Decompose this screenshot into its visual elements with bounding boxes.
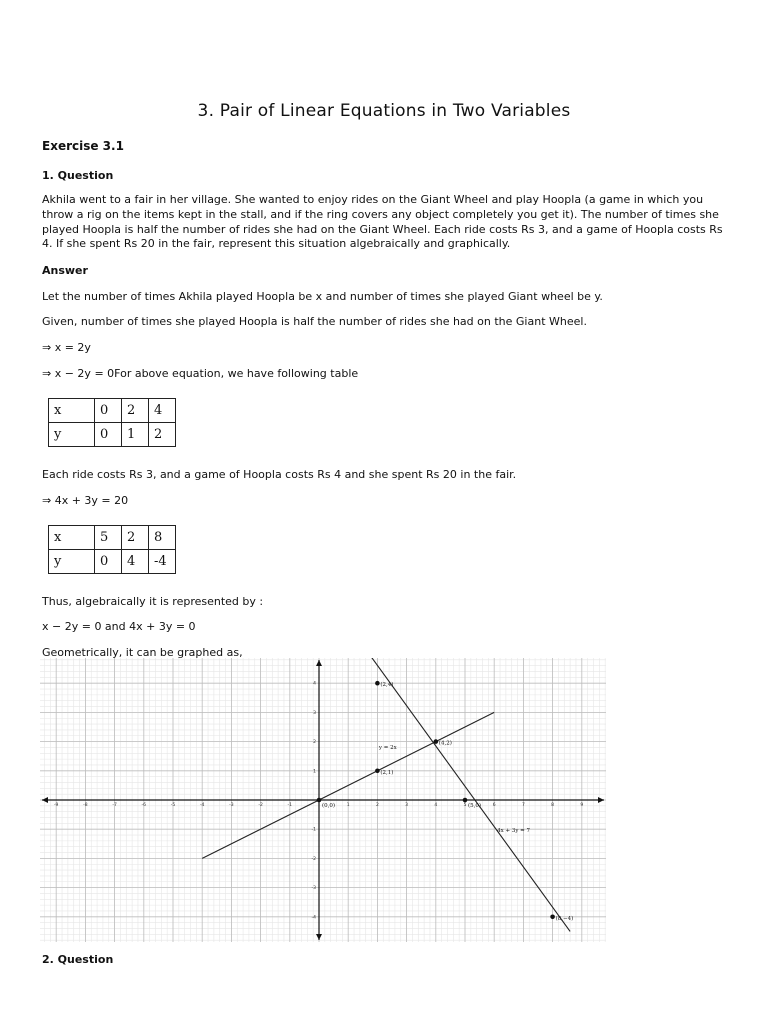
question-1-heading: 1. Question <box>42 169 114 182</box>
table-cell: 4 <box>149 399 176 423</box>
x-tick-label: -8 <box>83 803 88 808</box>
table-cell: 0 <box>95 399 122 423</box>
table-cell: 5 <box>95 526 122 550</box>
answer-line-3: ⇒ x = 2y <box>42 341 91 354</box>
answer-line-6: ⇒ 4x + 3y = 20 <box>42 494 129 507</box>
x-tick-label: 1 <box>346 803 350 808</box>
x-tick-label: -6 <box>141 803 147 808</box>
table-cell: 1 <box>122 423 149 447</box>
y-axis-arrow-down-icon <box>316 934 322 940</box>
x-tick-label: -2 <box>258 803 263 808</box>
data-point <box>375 681 380 686</box>
data-point <box>550 915 555 920</box>
answer-line-5: Each ride costs Rs 3, and a game of Hoopla costs Rs 4 and she spent Rs 20 in the fair. <box>42 468 517 481</box>
point-label: (0,0) <box>322 803 336 809</box>
data-point <box>434 739 439 744</box>
y-tick-label: 2 <box>313 740 316 746</box>
table-cell: 8 <box>149 526 176 550</box>
line-annotation: y = 2x <box>378 744 397 751</box>
answer-heading: Answer <box>42 264 88 277</box>
data-point <box>463 798 468 803</box>
data-point <box>375 769 380 774</box>
table-cell: 2 <box>149 423 176 447</box>
table-row <box>49 526 176 550</box>
table-cell: y <box>49 423 95 447</box>
table-cell: y <box>49 550 95 574</box>
table-cell: x <box>49 526 95 550</box>
x-tick-label: 3 <box>405 803 409 808</box>
line-4x-plus-3y <box>363 658 570 931</box>
x-tick-label: 6 <box>492 803 496 808</box>
answer-line-9: Geometrically, it can be graphed as, <box>42 646 243 659</box>
data-point <box>317 798 322 803</box>
answer-line-1: Let the number of times Akhila played Hoopla be x and number of times she played Giant wheel be y. <box>42 290 603 303</box>
y-axis-arrow-up-icon <box>316 660 322 666</box>
value-table-1 <box>48 398 176 447</box>
y-tick-label: 3 <box>313 710 316 716</box>
y-tick-label: 1 <box>313 769 316 775</box>
x-tick-label: 2 <box>375 803 379 808</box>
x-tick-label: -4 <box>199 803 205 808</box>
table-row <box>49 423 176 447</box>
answer-line-7: Thus, algebraically it is represented by : <box>42 595 264 608</box>
point-label: (4,2) <box>438 740 452 747</box>
question-1-text: Akhila went to a fair in her village. She wanted to enjoy rides on the Giant Wheel and play Hoopla (a game in which you throw a rig on the items kept in the stall, and if the ring covers any object completely you get it). The number of times she played Hoopla is half the number of rides she had on the Giant Wheel. Each ride costs Rs 3, and a game of Hoopla costs Rs 4. If she spent Rs 20 in the fair, represent this situation algebraically and graphically. <box>42 193 723 251</box>
point-label: (2,4) <box>380 682 394 689</box>
x-axis-arrow-left-icon <box>42 797 48 803</box>
x-tick-label: -7 <box>112 803 117 808</box>
x-tick-label: 9 <box>580 803 584 808</box>
question-2-heading: 2. Question <box>42 953 114 966</box>
x-tick-label: -5 <box>170 803 176 808</box>
line-annotation: 4x + 3y = 7 <box>497 828 531 835</box>
point-label: (8,−4) <box>555 915 574 922</box>
x-tick-label: 5 <box>463 803 467 808</box>
table-cell: 4 <box>122 550 149 574</box>
x-tick-label: -1 <box>287 803 293 808</box>
exercise-heading: Exercise 3.1 <box>42 139 124 153</box>
table-row <box>49 399 176 423</box>
table-row <box>49 550 176 574</box>
y-tick-label: -3 <box>311 886 316 892</box>
graph-chart <box>40 658 606 942</box>
x-tick-label: -3 <box>229 803 234 808</box>
y-tick-label: -2 <box>311 856 316 862</box>
x-tick-label: 7 <box>521 803 525 808</box>
table-cell: 2 <box>122 526 149 550</box>
y-tick-label: -1 <box>311 827 316 833</box>
table-cell: -4 <box>149 550 176 574</box>
table-cell: x <box>49 399 95 423</box>
answer-line-8: x − 2y = 0 and 4x + 3y = 0 <box>42 620 196 633</box>
x-tick-label: 8 <box>551 803 555 808</box>
table-cell: 2 <box>122 399 149 423</box>
page-title: 3. Pair of Linear Equations in Two Variables <box>197 101 571 121</box>
y-tick-label: -4 <box>311 915 316 921</box>
table-cell: 0 <box>95 423 122 447</box>
x-tick-label: -9 <box>53 803 59 808</box>
value-table-2 <box>48 525 176 574</box>
table-cell: 0 <box>95 550 122 574</box>
answer-line-4: ⇒ x − 2y = 0For above equation, we have following table <box>42 367 359 380</box>
y-tick-label: 4 <box>313 681 316 687</box>
point-label: (5,0) <box>468 803 482 809</box>
point-label: (2,1) <box>380 769 394 776</box>
answer-line-2: Given, number of times she played Hoopla is half the number of rides she had on the Giant Wheel. <box>42 315 587 328</box>
x-tick-label: 4 <box>434 803 438 808</box>
x-axis-arrow-right-icon <box>598 797 604 803</box>
